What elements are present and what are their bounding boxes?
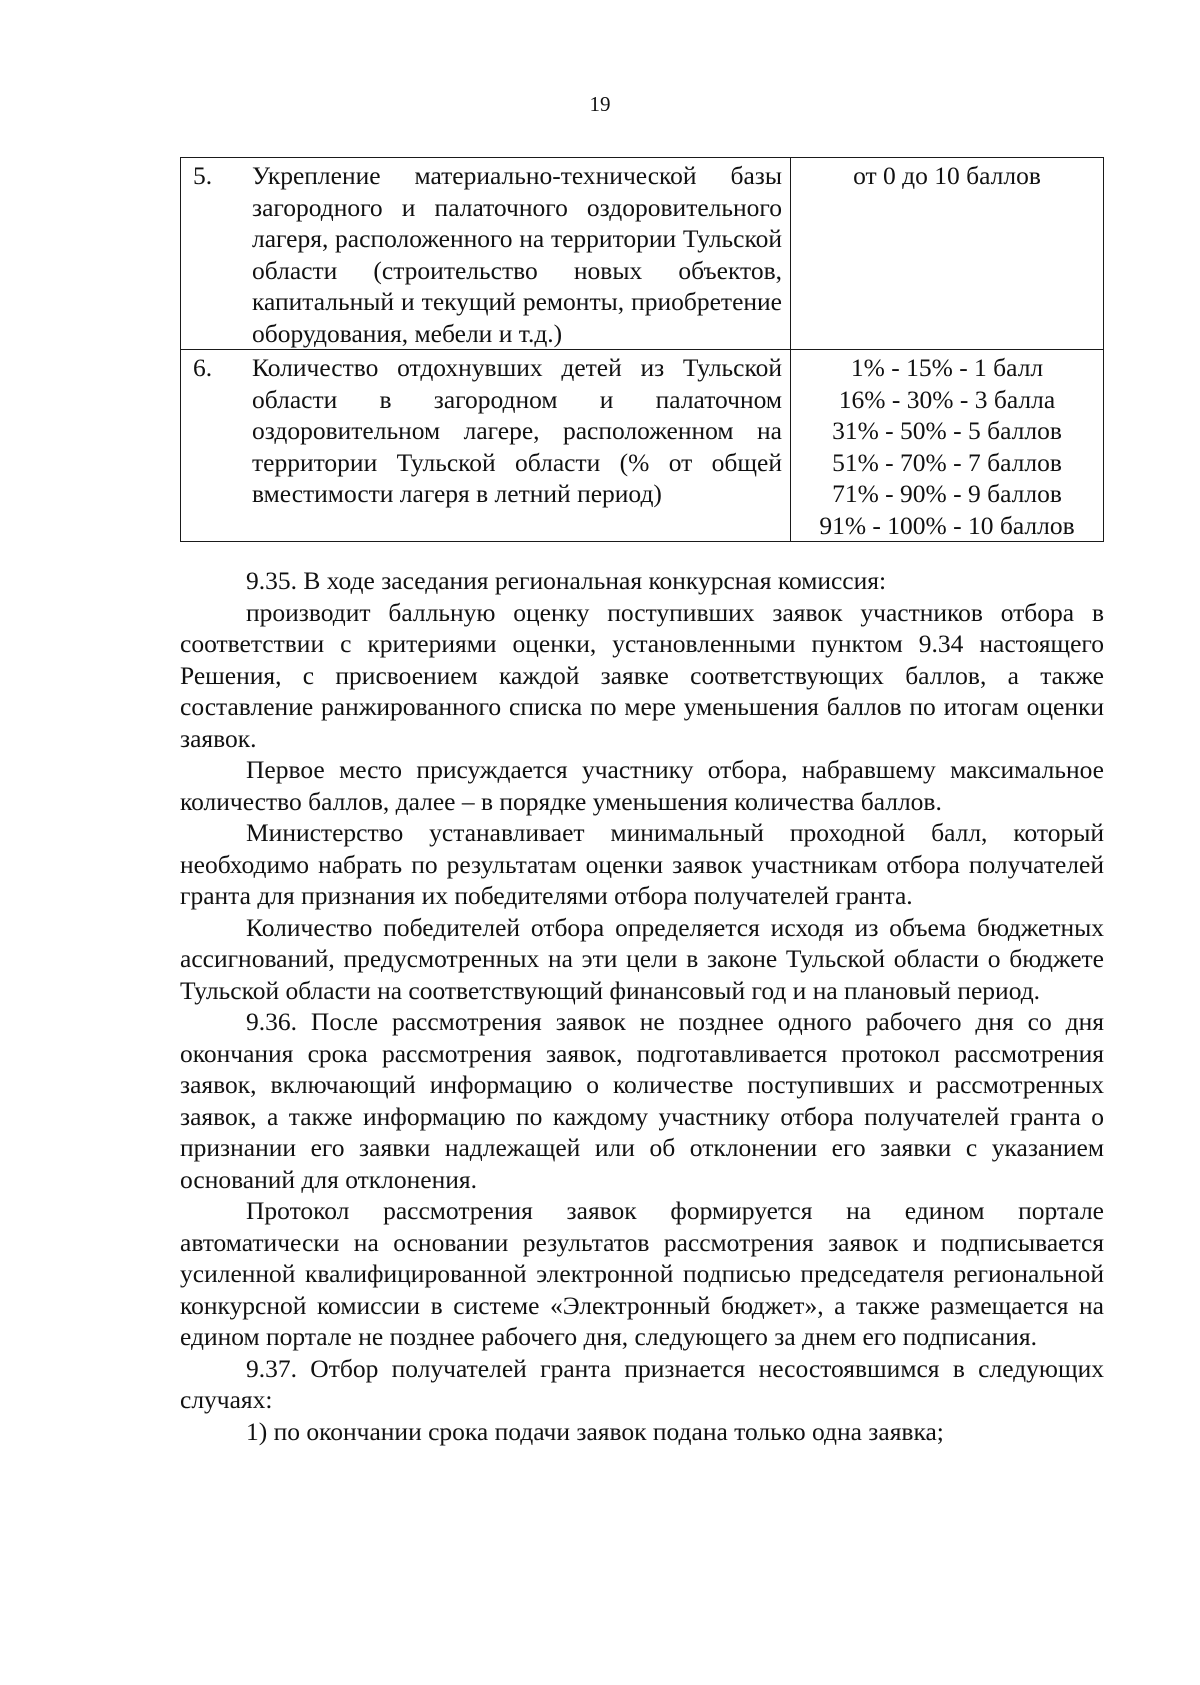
- score-line: 91% - 100% - 10 баллов: [819, 510, 1075, 540]
- table-row: [181, 158, 1104, 350]
- criteria-table: [180, 157, 1104, 542]
- paragraph: Первое место присуждается участнику отбора, набравшему максимальное количество баллов, далее – в порядке уменьшения количества баллов.: [180, 755, 1104, 816]
- criterion-text: Укрепление материально-технической базы загородного и палаточного оздоровительного лагеря, расположенного на территории Тульской области (строительство новых объектов, капитальный и текущий ремонты, приобретение оборудования, мебели и т.д.): [246, 158, 791, 350]
- paragraph: Министерство устанавливает минимальный проходной балл, который необходимо набрать по результатам оценки заявок участникам отбора получателей гранта для признания их победителями отбора получателей гранта.: [180, 818, 1104, 910]
- score-line: от 0 до 10 баллов: [853, 161, 1041, 190]
- paragraph: 1) по окончании срока подачи заявок подана только одна заявка;: [246, 1416, 944, 1446]
- score-line: 51% - 70% - 7 баллов: [832, 447, 1062, 477]
- score-line: 1% - 15% - 1 балл: [850, 353, 1044, 382]
- paragraph: Количество победителей отбора определяется исходя из объема бюджетных ассигнований, предусмотренных на эти цели в законе Тульской области о бюджете Тульской области на соответствующий финансовый год и на плановый период.: [180, 912, 1104, 1005]
- table-row: [181, 350, 1104, 542]
- paragraph: 9.35. В ходе заседания региональная конкурсная комиссия:: [246, 566, 887, 595]
- body-text: [180, 565, 1104, 1447]
- row-number: 5.: [181, 158, 247, 350]
- row-number: 6.: [181, 350, 247, 542]
- paragraph: 9.37. Отбор получателей гранта признается несостоявшимся в следующих случаях:: [180, 1353, 1104, 1414]
- score-line: 71% - 90% - 9 баллов: [832, 479, 1062, 508]
- page-number: 19: [589, 92, 611, 116]
- paragraph: Протокол рассмотрения заявок формируется на едином портале автоматически на основании результатов рассмотрения заявок и подписывается усиленной квалифицированной электронной подписью председателя региональной конкурсной комиссии в системе «Электронный бюджет», а также размещается на едином портале не позднее рабочего дня, следующего за днем его подписания.: [180, 1196, 1104, 1351]
- score-line: 31% - 50% - 5 баллов: [832, 416, 1062, 445]
- score-line: 16% - 30% - 3 балла: [838, 384, 1056, 414]
- score-cell: [791, 158, 1104, 350]
- paragraph: производит балльную оценку поступивших заявок участников отбора в соответствии с критериями оценки, установленными пунктом 9.34 настоящего Решения, с присвоением каждой заявке соответствующих баллов, а также составление ранжированного списка по мере уменьшения баллов по итогам оценки заявок.: [180, 597, 1104, 753]
- paragraph: 9.36. После рассмотрения заявок не позднее одного рабочего дня со дня окончания срока рассмотрения заявок, подготавливается протокол рассмотрения заявок, включающий информацию о количестве поступивших и рассмотренных заявок, а также информацию по каждому участнику отбора получателей гранта о признании его заявки надлежащей или об отклонении его заявки с указанием оснований для отклонения.: [180, 1007, 1104, 1194]
- criterion-text: Количество отдохнувших детей из Тульской области в загородном и палаточном оздоровительном лагере, расположенном на территории Тульской области (% от общей вместимости лагеря в летний период): [246, 350, 791, 542]
- score-cell: [791, 350, 1104, 542]
